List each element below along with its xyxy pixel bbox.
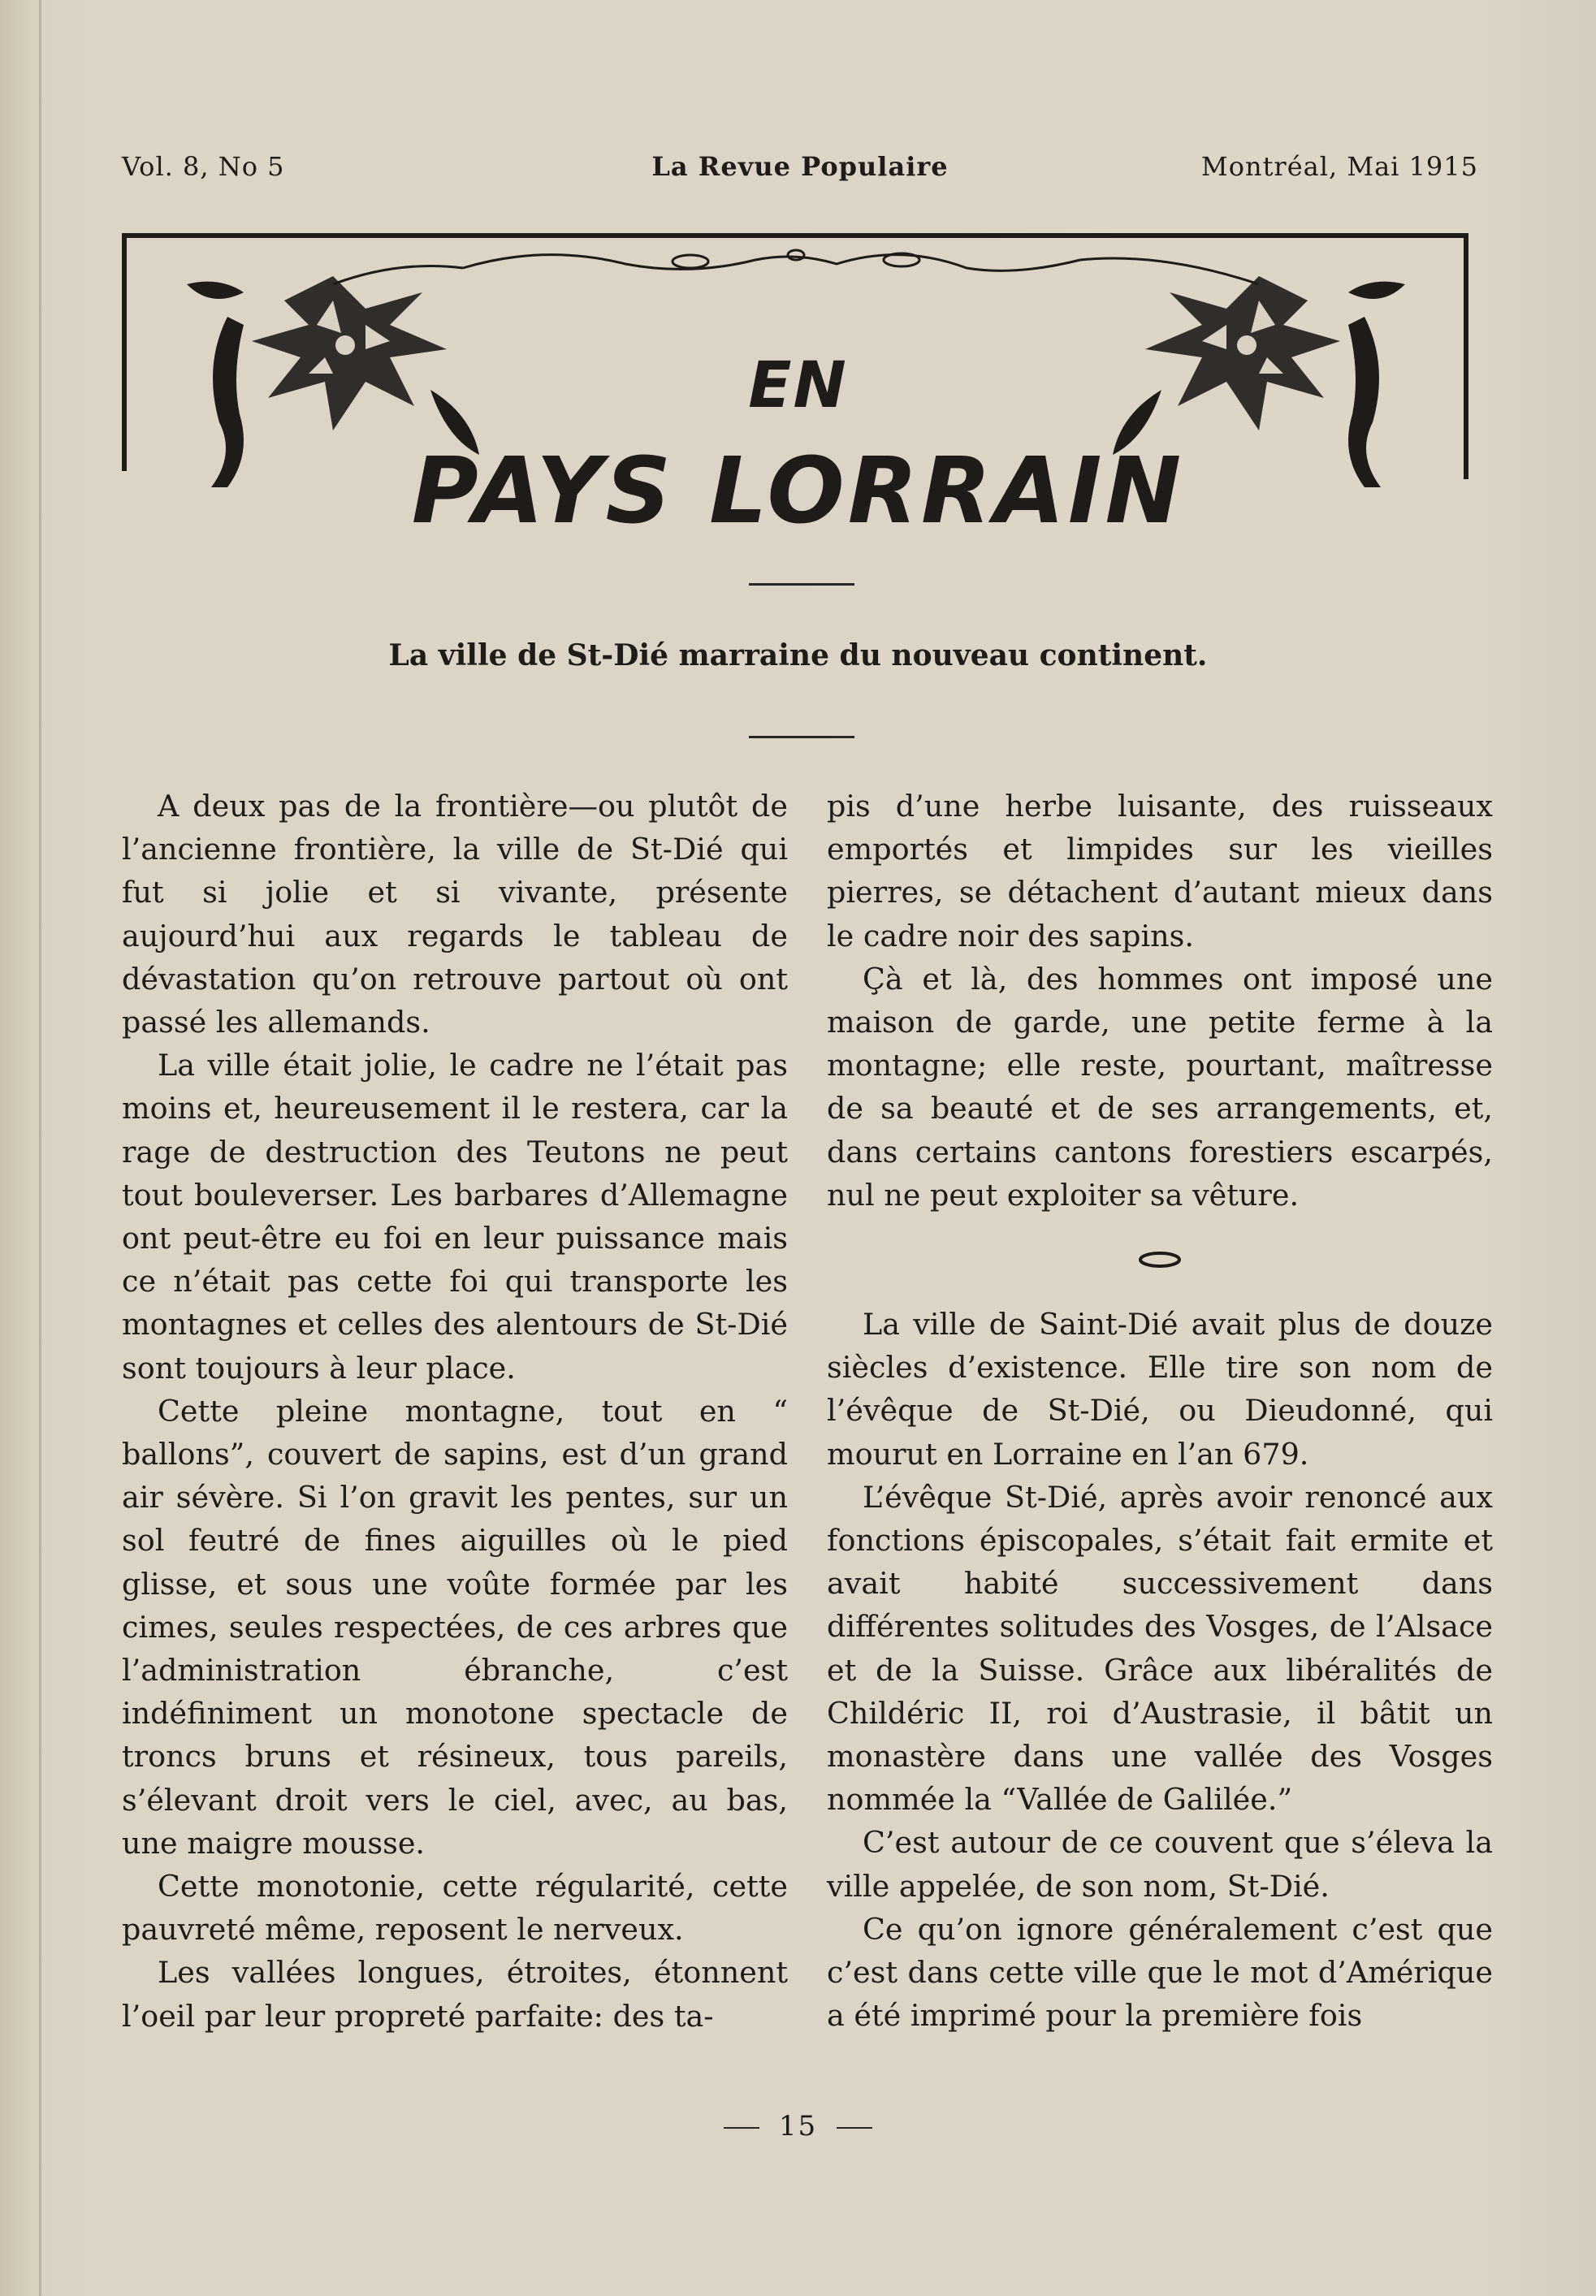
right-column	[827, 785, 1493, 2037]
running-head	[122, 151, 1478, 188]
subtitle-rule	[749, 736, 854, 738]
publication-name: La Revue Populaire	[651, 151, 949, 182]
binding-edge	[39, 0, 41, 2296]
folio-dash-left	[724, 2127, 759, 2129]
title-rule	[749, 583, 854, 586]
paragraph: Ce qu’on ignore généralement c’est que c’est dans cette ville que le mot d’Amérique a été imprimé pour la première fois	[827, 1911, 1493, 2034]
paragraph: pis d’une herbe luisante, des ruisseaux emportés et limpides sur les vieilles pierres, se détachent d’autant mieux dans le cadre noir des sapins.	[827, 789, 1493, 953]
paragraph: Les vallées longues, étroites, étonnent l’oeil par leur propreté parfaite: des ta-	[122, 1955, 788, 2034]
page-number: 15	[778, 2110, 818, 2143]
left-column	[122, 785, 788, 2038]
page-folio	[0, 2110, 1596, 2143]
paragraph: Cette monotonie, cette régularité, cette pauvreté même, reposent le nerveux.	[122, 1869, 788, 1948]
paragraph: Çà et là, des hommes ont imposé une maison de garde, une petite ferme à la montagne; elle reste, pourtant, maîtresse de sa beauté et de ses arrangements, et, dans certains cantons forestiers escarpés, nul ne peut exploiter sa vêture.	[827, 961, 1493, 1213]
place-date: Montréal, Mai 1915	[1200, 151, 1478, 182]
article-subtitle: La ville de St-Dié marraine du nouveau continent.	[388, 638, 1208, 672]
section-ornament	[827, 1217, 1493, 1303]
paragraph: C’est autour de ce couvent que s’éleva la ville appelée, de son nom, St-Dié.	[827, 1825, 1493, 1904]
title-en: EN	[748, 349, 848, 422]
paragraph: A deux pas de la frontière—ou plutôt de l’ancienne frontière, la ville de St-Dié qui fut si jolie et si vivante, présente aujourd’hui aux regards le tableau de dévastation qu’on retrouve partout où ont passé les allemands.	[122, 789, 788, 1040]
article-title: PAYS LORRAIN	[411, 439, 1185, 544]
paragraph: L’évêque St-Dié, après avoir renoncé aux fonctions épiscopales, s’était fait ermite et avait habité successivement dans différentes solitudes des Vosges, de l’Alsace et de la Suisse. Grâce aux libéralités de Childéric II, roi d’Austrasie, il bâtit un monastère dans une vallée des Vosges nommée la “Vallée de Galilée.”	[827, 1479, 1493, 1818]
paragraph: Cette pleine montagne, tout en “ ballons”, couvert de sapins, est d’un grand air sévère. Si l’on gravit les pentes, sur un sol feutré de fines aiguilles où le pied glisse, et sous une voûte formée par les cimes, seules respectées, de ces arbres que l’administration ébranche, c’est indéfiniment un monotone spectacle de troncs bruns et résineux, tous pareils, s’élevant droit vers le ciel, avec, au bas, une maigre mousse.	[122, 1393, 788, 1861]
paragraph: La ville était jolie, le cadre ne l’était pas moins et, heureusement il le restera, car la rage de destruction des Teutons ne peut tout bouleverser. Les barbares d’Allemagne ont peut-être eu foi en leur puissance mais ce n’était pas cette foi qui transporte les montagnes et celles des alentours de St-Dié sont toujours à leur place.	[122, 1048, 788, 1386]
volume-number: Vol. 8, No 5	[122, 151, 285, 182]
paragraph: La ville de Saint-Dié avait plus de douze siècles d’existence. Elle tire son nom de l’évêque de St-Dié, ou Dieudonné, qui mourut en Lorraine en l’an 679.	[827, 1307, 1493, 1472]
folio-dash-right	[837, 2127, 872, 2129]
oval-ornament-icon	[1135, 1247, 1184, 1272]
